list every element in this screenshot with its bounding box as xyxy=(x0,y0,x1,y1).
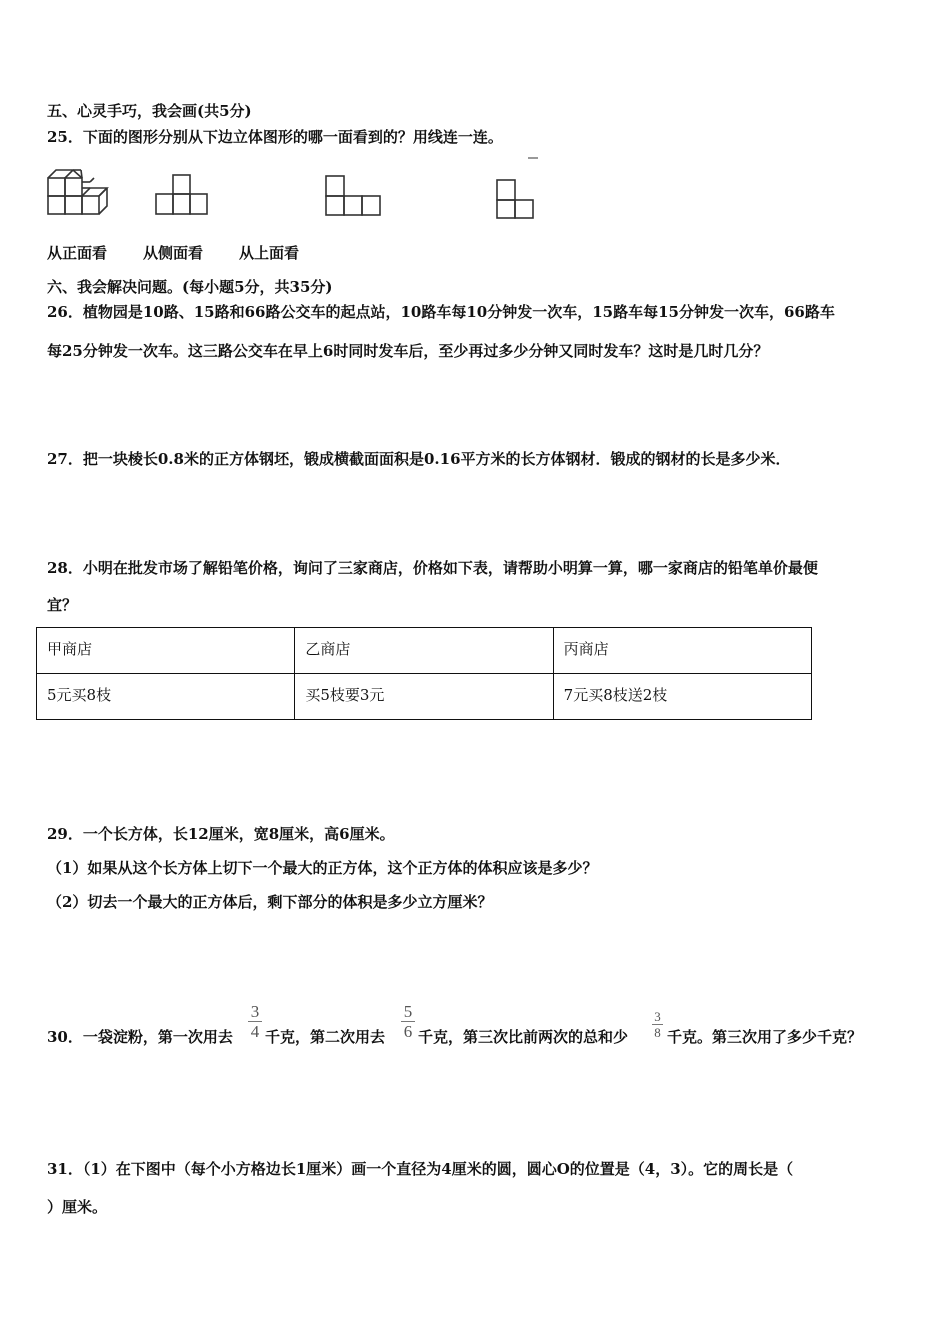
question-30-part3: 千克，第三次比前两次的总和少 xyxy=(418,1028,629,1046)
table-cell: 7元买8枝送2枝 xyxy=(553,674,811,720)
view-shape-1 xyxy=(152,172,212,218)
fraction-3-8 xyxy=(652,1010,663,1039)
table-cell: 买5枝要3元 xyxy=(295,674,553,720)
table-header-row xyxy=(37,628,812,674)
fraction-denominator: 4 xyxy=(250,1022,260,1041)
question-31-line2: ）厘米。 xyxy=(47,1198,108,1216)
question-29-line3: （2）切去一个最大的正方体后，剩下部分的体积是多少立方厘米？ xyxy=(47,893,493,911)
section5-title: 五、心灵手巧，我会画(共5分) xyxy=(47,102,252,120)
fraction-numerator: 3 xyxy=(654,1009,661,1024)
view-shape-2 xyxy=(322,172,384,218)
fraction-3-4 xyxy=(248,1003,262,1040)
question-30-part1: 30．一袋淀粉，第一次用去 xyxy=(47,1028,233,1046)
question-30-part4: 千克。第三次用了多少千克？ xyxy=(667,1028,863,1046)
question-27: 27．把一块棱长0.8米的正方体钢坯，锻成横截面面积是0.16平方米的长方体钢材．锻成的钢材的长是多少米． xyxy=(47,450,791,468)
question-28-line1: 28．小明在批发市场了解铅笔价格，询问了三家商店，价格如下表，请帮助小明算一算，哪一家商店的铅笔单价最便 xyxy=(47,559,818,577)
view-label-top: 从上面看 xyxy=(239,244,300,262)
table-cell: 5元买8枝 xyxy=(37,674,295,720)
fraction-numerator: 3 xyxy=(250,1002,260,1021)
table-header-cell: 甲商店 xyxy=(37,628,295,674)
table-row xyxy=(37,674,812,720)
question-26-line2: 每25分钟发一次车。这三路公交车在早上6时同时发车后，至少再过多少分钟又同时发车？这时是几时几分？ xyxy=(47,342,769,360)
fraction-denominator: 8 xyxy=(654,1025,661,1040)
question-29-line1: 29．一个长方体，长12厘米，宽8厘米，高6厘米。 xyxy=(47,825,395,843)
solid-figure xyxy=(44,162,120,218)
question-25: 25．下面的图形分别从下边立体图形的哪一面看到的？用线连一连。 xyxy=(47,128,503,146)
question-26-line1: 26．植物园是10路、15路和66路公交车的起点站，10路车每10分钟发一次车，15路车每15分钟发一次车，66路车 xyxy=(47,303,835,321)
question-29-line2: （1）如果从这个长方体上切下一个最大的正方体，这个正方体的体积应该是多少？ xyxy=(47,859,598,877)
view-label-side: 从侧面看 xyxy=(143,244,204,262)
table-header-cell: 乙商店 xyxy=(295,628,553,674)
price-table xyxy=(36,627,812,720)
question-28-line2: 宜？ xyxy=(47,596,78,614)
table-header-cell: 丙商店 xyxy=(553,628,811,674)
fraction-5-6 xyxy=(401,1003,415,1040)
view-label-front: 从正面看 xyxy=(47,244,108,262)
question-31-line1: 31．（1）在下图中（每个小方格边长1厘米）画一个直径为4厘米的圆，圆心O的位置是（4，3）。它的周长是（ xyxy=(47,1160,794,1178)
view-shape-3 xyxy=(492,154,540,222)
question-30-part2: 千克，第二次用去 xyxy=(265,1028,386,1046)
fraction-denominator: 6 xyxy=(403,1022,413,1041)
section6-title: 六、我会解决问题。(每小题5分，共35分) xyxy=(47,278,333,296)
fraction-numerator: 5 xyxy=(403,1002,413,1021)
